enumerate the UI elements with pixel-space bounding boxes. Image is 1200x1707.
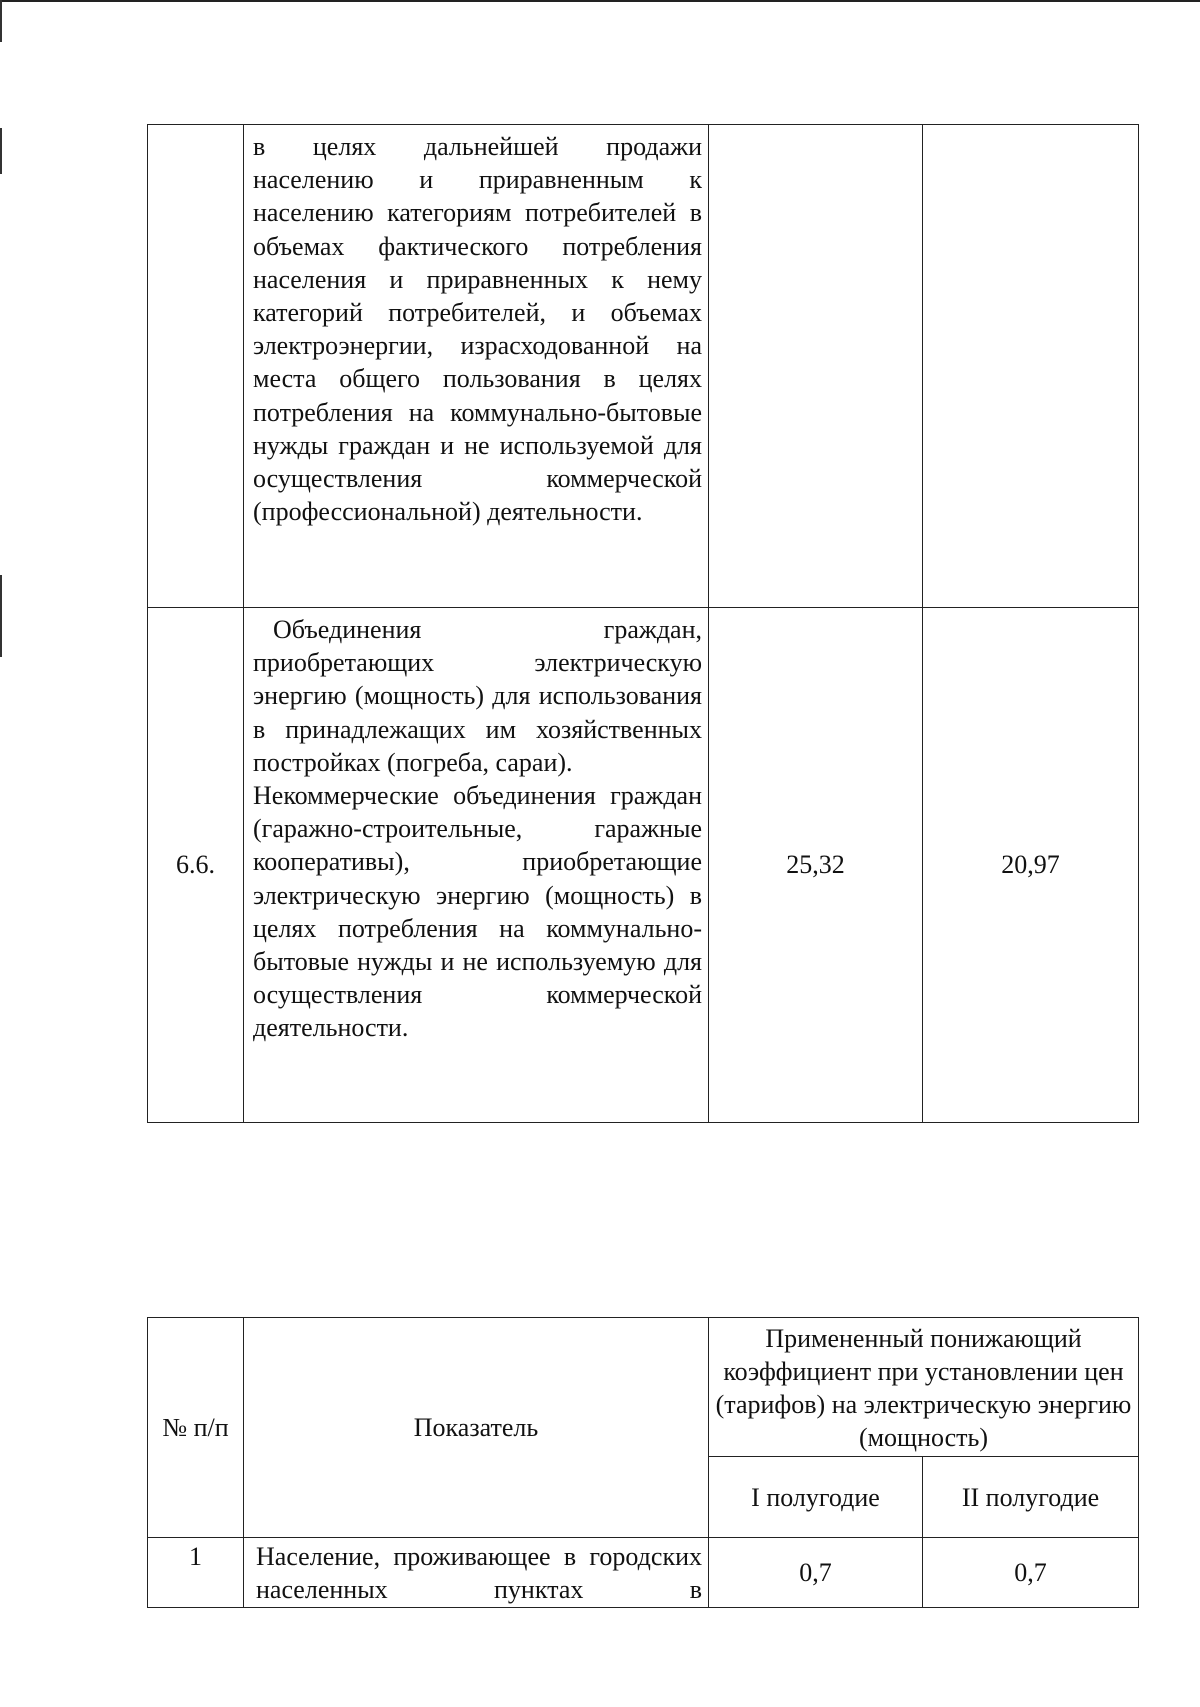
table-row [148,608,1139,1123]
description-paragraph: Объединения граждан, приобретающих электрическую энергию (мощность) для использования в принадлежащих им хозяйственных постройках (погреба, сараи). [253,615,702,777]
header-number: № п/п [148,1318,244,1538]
header-indicator: Показатель [244,1318,709,1538]
value-half1 [709,125,923,608]
row-description [244,125,709,608]
description-paragraph: в целях дальнейшей продажи населению и приравненным к населению категориям потребителей в объемах фактического потребления населения и приравненных к нему категорий потребителей, и объемах электроэнергии, израсходованной на места общего пользования в целях потребления на коммунально-бытовые нужды граждан и не используемой для осуществления коммерческой (профессиональной) деятельности. [253,132,702,527]
header-half1: I полугодие [709,1457,923,1538]
scan-edge-top [0,0,1200,2]
table-row [148,1538,1139,1608]
scan-edge-left-3 [0,575,2,657]
row-number: 1 [148,1538,244,1608]
scan-edge-left-1 [0,0,2,42]
value-half2 [923,125,1139,608]
value-half1: 25,32 [709,608,923,1123]
header-half2: II полугодие [923,1457,1139,1538]
tariff-table-continued [147,124,1139,1123]
table-row [148,125,1139,608]
row-description: Население, проживающее в городских населенных пунктах в [244,1538,709,1608]
row-description [244,608,709,1123]
row-number: 6.6. [148,608,244,1123]
header-row [148,1318,1139,1457]
value-half2: 20,97 [923,608,1139,1123]
row-number [148,125,244,608]
scan-edge-left-2 [0,128,2,174]
value-half2: 0,7 [923,1538,1139,1608]
description-paragraph: Некоммерческие объединения граждан (гаражно-строительные, гаражные кооперативы), приобретающие электрическую энергию (мощность) в целях потребления на коммунально-бытовые нужды и не используемую для осуществления коммерческой деятельности. [253,781,702,1043]
value-half1: 0,7 [709,1538,923,1608]
reduction-coefficient-table [147,1317,1139,1608]
header-coefficient: Примененный понижающий коэффициент при установлении цен (тарифов) на электрическую энергию (мощность) [709,1318,1139,1457]
